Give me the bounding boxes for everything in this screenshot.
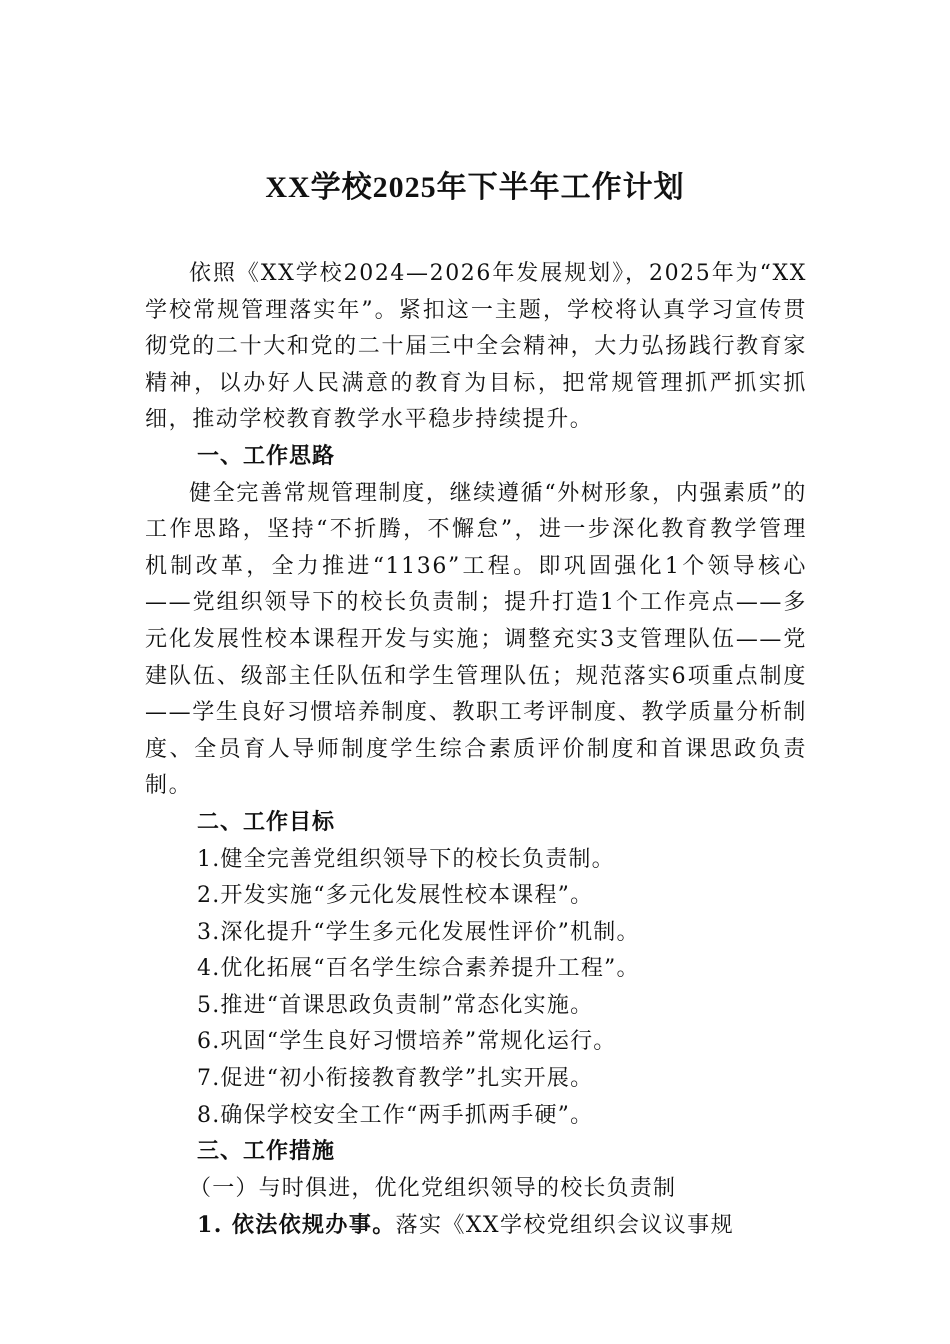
goal-item: 2.开发实施“多元化发展性校本课程”。 [197,883,594,909]
goal-item: 1.健全完善党组织领导下的校长负责制。 [197,846,615,872]
intro-paragraph: 依照《XX学校2024—2026年发展规划》，2025年为“XX学校常规管理落实年”。紧扣这一主题，学校将认真学习宣传贯彻党的二十大和党的二十届三中全会精神，大力弘扬践行教育家精神，以办好人民满意的教育为目标，把常规管理抓严抓实抓细，推动学校教育教学水平稳步持续提升。 [145,261,807,433]
measures-subheading: （一）与时俱进，优化党组织领导的校长负责制 [189,1175,677,1201]
goal-item: 4.优化拓展“百名学生综合素养提升工程”。 [197,956,640,982]
goal-item: 7.促进“初小衔接教育教学”扎实开展。 [197,1066,594,1092]
measure-text: 落实《XX学校党组织会议议事规 [395,1213,734,1239]
section-heading-work-approach: 一、工作思路 [197,443,336,469]
section-heading-work-measures: 三、工作措施 [197,1139,336,1165]
goal-item: 5.推进“首课思政负责制”常态化实施。 [197,992,594,1018]
goal-item: 6.巩固“学生良好习惯培养”常规化运行。 [197,1029,617,1055]
work-approach-paragraph: 健全完善常规管理制度，继续遵循“外树形象，内强素质”的工作思路，坚持“不折腾，不懈怠”，进一步深化教育教学管理机制改革，全力推进“1136”工程。即巩固强化1个领导核心——党组织领导下的校长负责制；提升打造1个工作亮点——多元化发展性校本课程开发与实施；调整充实3支管理队伍——党建队伍、级部主任队伍和学生管理队伍；规范落实6项重点制度——学生良好习惯培养制度、教职工考评制度、教学质量分析制度、全员育人导师制度学生综合素质评价制度和首课思政负责制。 [145,480,807,799]
measure-lead: 1. 依法依规办事。 [197,1212,396,1239]
goal-item: 3.深化提升“学生多元化发展性评价”机制。 [197,919,640,945]
section-heading-work-goals: 二、工作目标 [197,809,336,835]
measure-item [145,1207,807,1245]
document-title: XX学校2025年下半年工作计划 [265,171,685,204]
goal-item: 8.确保学校安全工作“两手抓两手硬”。 [197,1102,594,1128]
document-body [145,256,807,1245]
